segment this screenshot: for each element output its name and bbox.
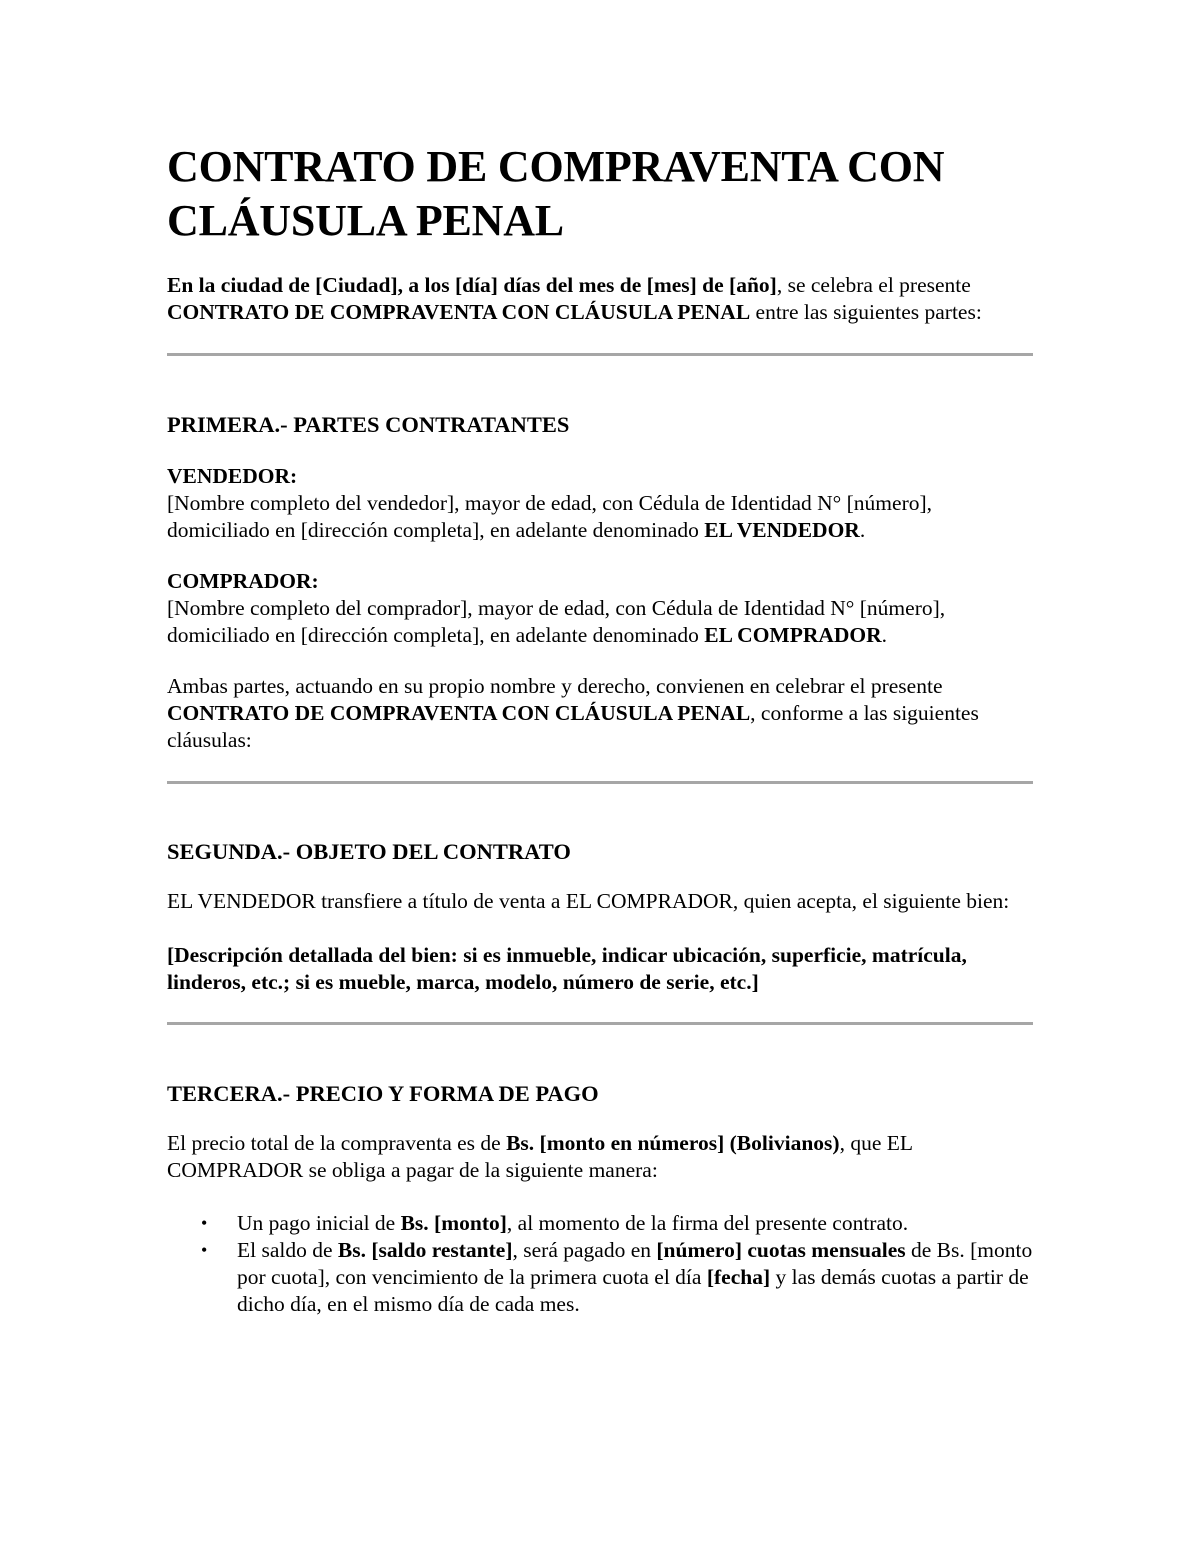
- price-text-1: El precio total de la compraventa es de: [167, 1131, 507, 1155]
- price-amount: Bs. [monto en números] (Bolivianos): [506, 1131, 840, 1155]
- buyer-end: .: [881, 623, 888, 647]
- document-title: [167, 140, 1033, 248]
- section-2-text: EL VENDEDOR transfiere a título de venta a EL COMPRADOR, quien acepta, el siguiente bien:: [167, 889, 1010, 913]
- seller-text: [167, 490, 1033, 544]
- seller-end: .: [859, 518, 866, 542]
- closing-text-1: Ambas partes, actuando en su propio nombre y derecho, convienen en celebrar el presente: [167, 674, 943, 698]
- section-2-description: [167, 942, 1033, 996]
- section-1-closing: [167, 673, 1033, 754]
- intro-paragraph: [167, 272, 1033, 326]
- buyer-designation: EL COMPRADOR: [704, 623, 882, 647]
- intro-bold-2: CONTRATO DE COMPRAVENTA CON CLÁUSULA PENAL: [167, 300, 751, 324]
- price-text-2: , que EL COMPRADOR se obliga a pagar de la siguiente manera:: [167, 1131, 913, 1182]
- bullet-icon: •: [201, 1240, 208, 1260]
- bullet-2-bold-1: Bs. [saldo restante]: [337, 1238, 513, 1262]
- item-description: [Descripción detallada del bien: si es inmueble, indicar ubicación, superficie, matrícula, linderos, etc.; si es mueble, marca, modelo, número de serie, etc.]: [167, 943, 967, 994]
- bullet-2-bold-2: [número] cuotas mensuales: [656, 1238, 906, 1262]
- bullet-icon: •: [201, 1213, 208, 1233]
- bullet-2-text-1: El saldo de: [237, 1238, 338, 1262]
- buyer-label: COMPRADOR:: [167, 569, 319, 593]
- bullet-1-text-2: , al momento de la firma del presente contrato.: [506, 1211, 909, 1235]
- buyer-block: [167, 568, 1033, 649]
- document-page: [167, 140, 1033, 1318]
- closing-text-2: , conforme a las siguientes cláusulas:: [167, 701, 979, 752]
- seller-label: VENDEDOR:: [167, 464, 298, 488]
- seller-description: [Nombre completo del vendedor], mayor de edad, con Cédula de Identidad N° [número], domiciliado en [dirección completa], en adelante denominado: [167, 491, 933, 542]
- title-line-2: CLÁUSULA PENAL: [167, 196, 564, 245]
- list-item: [167, 1237, 1033, 1318]
- closing-bold-1: CONTRATO DE COMPRAVENTA CON CLÁUSULA PENAL: [167, 701, 751, 725]
- payment-list: [167, 1210, 1033, 1318]
- buyer-text: [167, 595, 1033, 649]
- section-divider: [167, 1022, 1033, 1025]
- bullet-2-text-3: de Bs. [monto por cuota], con vencimiento de la primera cuota el día: [237, 1238, 1033, 1289]
- section-3-text: [167, 1130, 1033, 1184]
- section-3-title: TERCERA.- PRECIO Y FORMA DE PAGO: [167, 1081, 599, 1106]
- intro-bold-1: En la ciudad de [Ciudad], a los [día] días del mes de [mes] de [año]: [167, 273, 777, 297]
- bullet-1-bold-1: Bs. [monto]: [400, 1211, 507, 1235]
- bullet-2-text-4: y las demás cuotas a partir de dicho día, en el mismo día de cada mes.: [237, 1265, 1029, 1316]
- section-1-title: PRIMERA.- PARTES CONTRATANTES: [167, 412, 570, 437]
- section-divider: [167, 781, 1033, 784]
- intro-text-1: , se celebra el presente: [776, 273, 971, 297]
- intro-text-2: entre las siguientes partes:: [750, 300, 982, 324]
- section-2-title: SEGUNDA.- OBJETO DEL CONTRATO: [167, 839, 571, 864]
- bullet-2-text-2: , será pagado en: [512, 1238, 657, 1262]
- list-item: [167, 1210, 1033, 1237]
- buyer-description: [Nombre completo del comprador], mayor de edad, con Cédula de Identidad N° [número], domiciliado en [dirección completa], en adelante denominado: [167, 596, 946, 647]
- seller-block: [167, 463, 1033, 544]
- seller-designation: EL VENDEDOR: [704, 518, 860, 542]
- bullet-2-bold-3: [fecha]: [706, 1265, 771, 1289]
- title-line-1: CONTRATO DE COMPRAVENTA CON: [167, 142, 945, 191]
- section-divider: [167, 353, 1033, 356]
- bullet-1-text-1: Un pago inicial de: [237, 1211, 401, 1235]
